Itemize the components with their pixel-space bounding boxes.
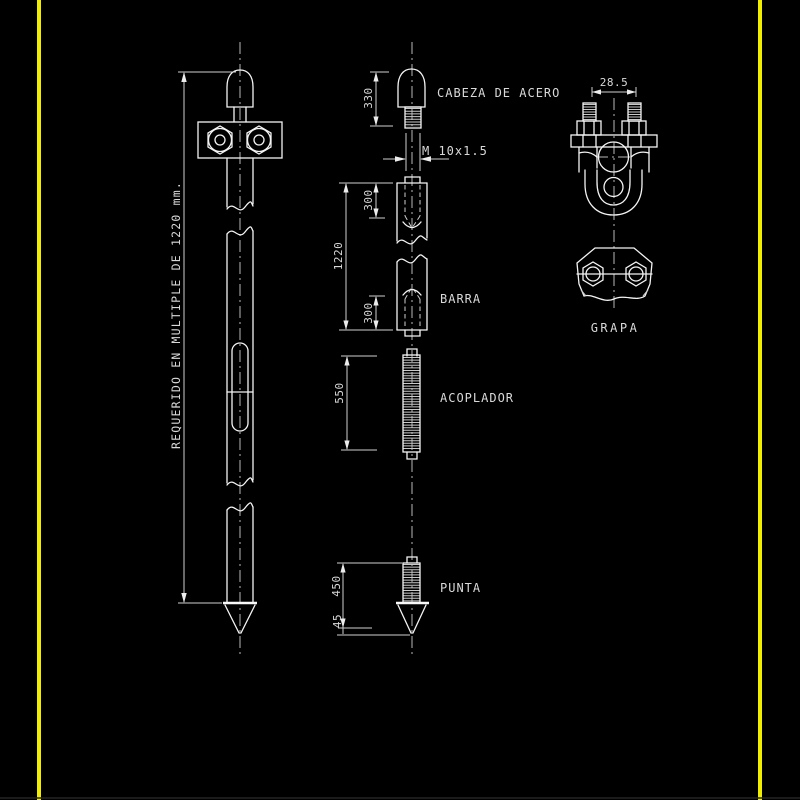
dim-45-text: 45 (331, 613, 344, 629)
dim-450-text: 450 (330, 575, 343, 597)
clamp-detail-view (571, 76, 657, 335)
steel-head-part (398, 69, 425, 128)
required-note-label: REQUERIDO EN MULTIPLE DE 1220 mm. (169, 180, 183, 450)
dimension-28-5 (592, 76, 636, 97)
right-border-line (758, 0, 762, 800)
dimension-300-top (362, 183, 385, 218)
dim-300-bottom-text: 300 (362, 302, 375, 324)
exploded-rod-view (330, 42, 560, 657)
bar-label: BARRA (440, 292, 482, 306)
thread-spec-text: M 10x1.5 (422, 144, 488, 158)
dimension-330 (362, 72, 393, 126)
dim-550-text: 550 (333, 382, 346, 404)
left-border-line (37, 0, 41, 800)
coupler-label: ACOPLADOR (440, 391, 515, 405)
dimension-300-bottom (362, 296, 385, 330)
dim-1220-text: 1220 (332, 241, 345, 271)
dim-300-top-text: 300 (362, 189, 375, 211)
assembled-rod-view (169, 42, 282, 658)
overall-dimension (169, 72, 236, 603)
head-label: CABEZA DE ACERO (437, 86, 561, 100)
dim-285-text: 28.5 (599, 76, 629, 89)
dimension-450-45 (330, 563, 410, 635)
clamp-nut-left (208, 126, 232, 154)
clamp-nut-right (247, 126, 271, 154)
thread-callout (383, 133, 488, 171)
dimension-550 (333, 356, 377, 450)
clamp-label: GRAPA (590, 321, 640, 335)
tip-label: PUNTA (440, 581, 482, 595)
dim-330-text: 330 (362, 87, 375, 109)
